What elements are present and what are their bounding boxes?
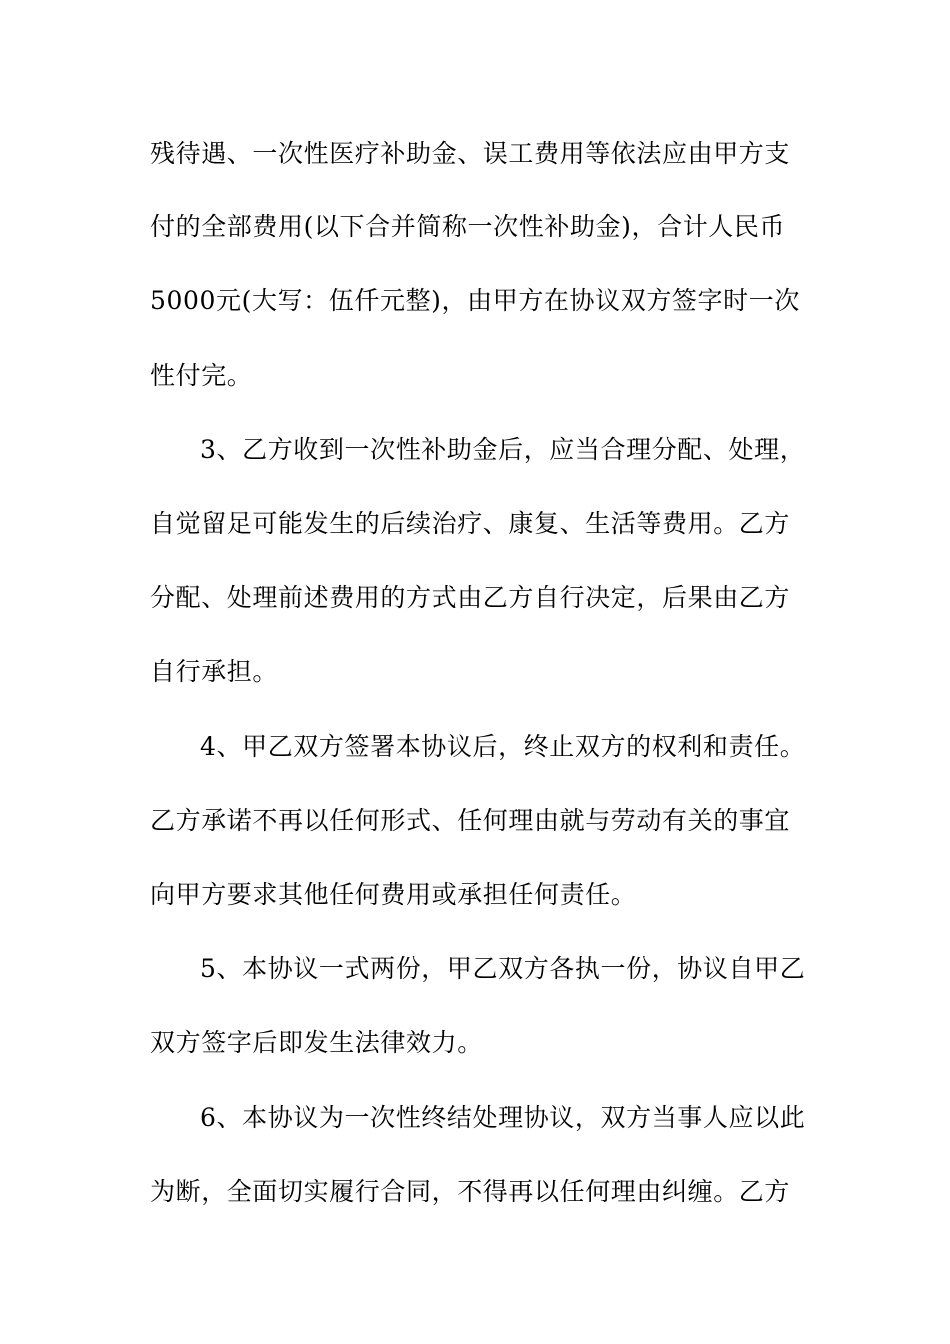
clause-4-first-line: 4、甲乙双方签署本协议后，终止双方的权利和责任。 bbox=[200, 732, 806, 761]
clause-5-first-line: 5、本协议一式两份，甲乙双方各执一份，协议自甲乙 bbox=[200, 954, 806, 983]
text-line: 性付完。 bbox=[150, 361, 253, 390]
clause-3-first-line: 3、乙方收到一次性补助金后，应当合理分配、处理， bbox=[200, 435, 806, 464]
text-line: 向甲方要求其他任何费用或承担任何责任。 bbox=[150, 880, 637, 909]
text-line: 5000元(大写：伍仟元整)，由甲方在协议双方签字时一次 bbox=[150, 286, 800, 315]
text-line: 双方签字后即发生法律效力。 bbox=[150, 1028, 483, 1057]
text-line: 付的全部费用(以下合并简称一次性补助金)，合计人民币 bbox=[150, 212, 786, 241]
text-line: 自觉留足可能发生的后续治疗、康复、生活等费用。乙方 bbox=[150, 509, 791, 538]
clause-6-first-line: 6、本协议为一次性终结处理协议，双方当事人应以此 bbox=[200, 1103, 806, 1132]
text-line: 自行承担。 bbox=[150, 657, 279, 686]
text-line: 乙方承诺不再以任何形式、任何理由就与劳动有关的事宜 bbox=[150, 806, 791, 835]
text-line: 分配、处理前述费用的方式由乙方自行决定，后果由乙方 bbox=[150, 583, 791, 612]
text-line: 残待遇、一次性医疗补助金、误工费用等依法应由甲方支 bbox=[150, 139, 791, 168]
text-line: 为断，全面切实履行合同，不得再以任何理由纠缠。乙方 bbox=[150, 1177, 791, 1206]
